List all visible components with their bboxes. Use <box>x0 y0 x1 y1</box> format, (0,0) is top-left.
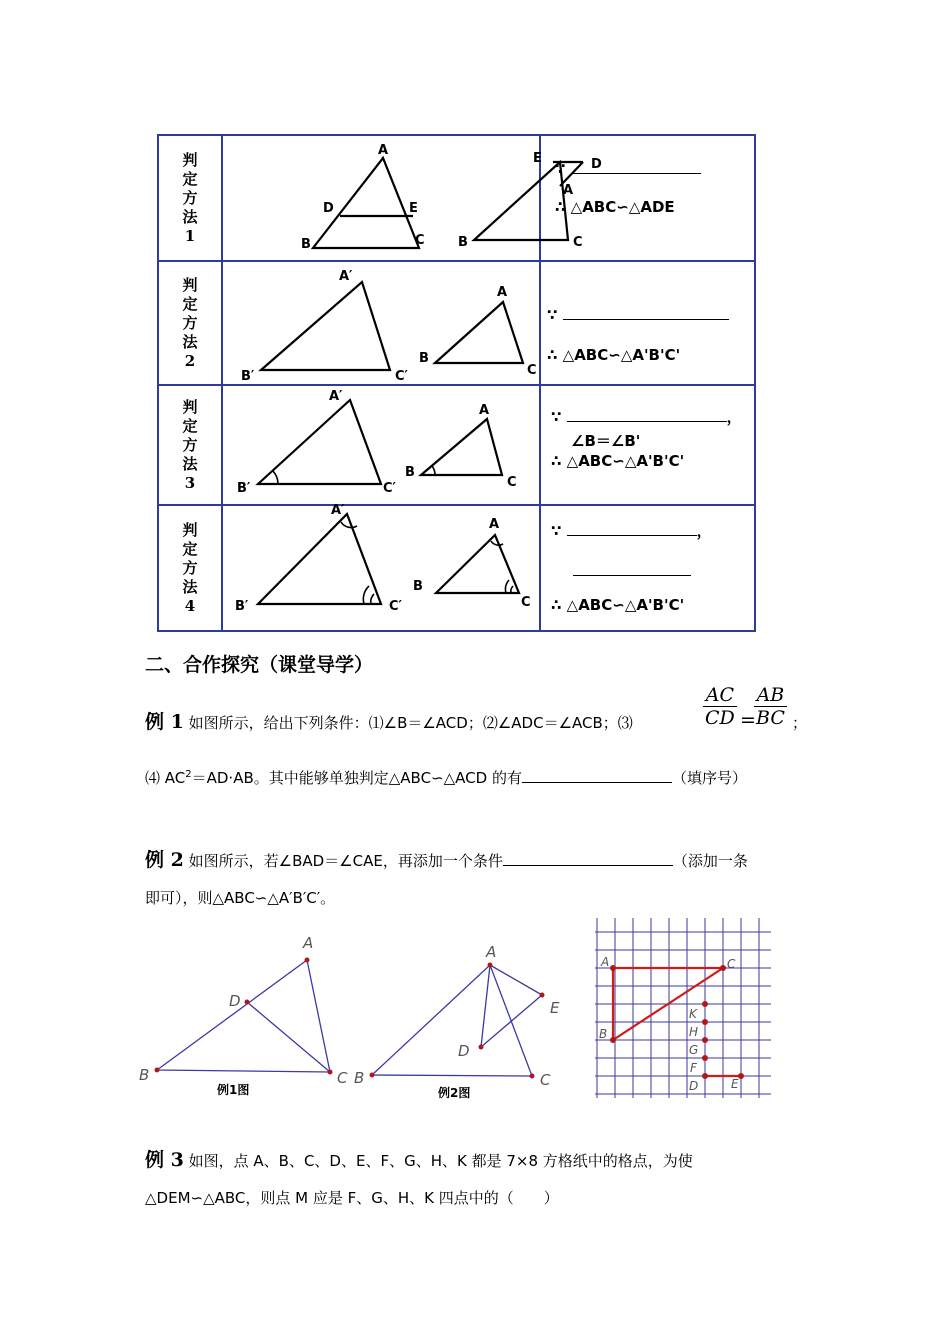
method4-figure <box>223 503 541 630</box>
method-reason-cell <box>540 261 755 385</box>
ex1-hint: （填序号） <box>671 769 747 787</box>
vertex-label: C <box>573 235 583 250</box>
vertex-label: C <box>337 1069 348 1087</box>
method-figure-cell <box>222 261 540 385</box>
vertex-label: B <box>354 1069 365 1087</box>
method-label: 判 定 方 法 4 <box>182 520 198 615</box>
section-title: 二、合作探究（课堂导学） <box>145 654 374 676</box>
grid-label: K <box>689 1007 697 1021</box>
grid-label: E <box>731 1077 739 1091</box>
reason-conclusion: ∴ △ABC∽△A'B'C' <box>547 346 681 364</box>
reason-because: ∵ <box>555 160 701 178</box>
reason-blank-2 <box>573 562 691 580</box>
vertex-label: B <box>301 237 311 252</box>
vertex-label: C <box>521 595 531 610</box>
fraction-ac-cd <box>703 684 737 729</box>
method-label-cell <box>158 385 222 505</box>
example1-figure <box>135 930 360 1100</box>
vertex-label: C′ <box>395 369 408 384</box>
grid-figure <box>595 918 775 1100</box>
vertex-label: D <box>323 201 334 216</box>
ex1-question: ＝AD·AB。其中能够单独判定△ABC∽△ACD 的有 <box>191 769 522 787</box>
method-label: 判 定 方 法 3 <box>182 397 198 492</box>
vertex-label: A′ <box>331 503 345 518</box>
reason-because: ∵ ， <box>551 408 742 426</box>
vertex-label: E <box>550 999 560 1017</box>
method3-figure <box>223 386 541 504</box>
frac-den: BC <box>756 707 785 729</box>
example2-text: 如图所示，若∠BAD＝∠CAE，再添加一个条件 <box>188 852 503 870</box>
grid-label: H <box>689 1025 699 1039</box>
vertex-label: D <box>591 157 602 172</box>
vertex-label: B <box>419 351 429 366</box>
ex1-sup: 2 <box>185 769 192 780</box>
method-label: 判 定 方 法 1 <box>182 150 198 245</box>
vertex-label: D <box>229 992 241 1010</box>
method-reason-cell <box>540 385 755 505</box>
vertex-label: C′ <box>383 481 396 496</box>
example1-line2 <box>145 765 747 788</box>
method-reason-cell <box>540 135 755 261</box>
vertex-label: A <box>378 143 389 158</box>
table-row <box>158 135 755 261</box>
method-label-cell <box>158 261 222 385</box>
table-row <box>158 505 755 631</box>
example1-line1 <box>145 712 633 733</box>
method1-figure <box>223 136 602 260</box>
example1-text: 如图所示，给出下列条件：⑴∠B＝∠ACD；⑵∠ADC＝∠ACB；⑶ <box>188 714 633 732</box>
vertex-label: A′ <box>329 389 343 404</box>
reason-because: ∵ ， <box>551 522 712 540</box>
example3-label: 例 3 <box>145 1149 184 1171</box>
example2-text-b: （添加一条 <box>672 852 748 870</box>
vertex-label: E <box>533 151 542 166</box>
grid-label: F <box>690 1061 697 1075</box>
vertex-label: A <box>479 403 490 418</box>
reason-angle: ∠B＝∠B' <box>571 432 641 450</box>
method-figure-cell <box>222 385 540 505</box>
method-figure-cell <box>222 135 602 261</box>
example3-text: 如图，点 A、B、C、D、E、F、G、H、K 都是 7×8 方格纸中的格点，为使 <box>188 1152 693 1170</box>
reason-conclusion: ∴ △ABC∽△A'B'C' <box>551 452 685 470</box>
frac-num: AC <box>703 684 737 707</box>
grid-label: G <box>689 1043 699 1057</box>
vertex-label: E <box>409 201 418 216</box>
equals-sign: = <box>740 709 756 731</box>
example1-label: 例 1 <box>145 711 184 733</box>
method-reason-cell <box>540 505 755 631</box>
vertex-label: B <box>405 465 415 480</box>
reason-because: ∵ <box>547 306 729 324</box>
reason-conclusion: ∴ △ABC∽△A'B'C' <box>551 596 685 614</box>
vertex-label: C′ <box>389 599 402 614</box>
example2-line1 <box>145 850 748 871</box>
vertex-label: A <box>489 517 500 532</box>
method-label-cell <box>158 135 222 261</box>
vertex-label: A <box>303 934 314 952</box>
vertex-label: C <box>415 233 425 248</box>
figure-caption: 例2图 <box>438 1086 471 1100</box>
vertex-label: B <box>413 579 423 594</box>
example3-line1 <box>145 1150 693 1171</box>
method-label: 判 定 方 法 2 <box>182 275 198 370</box>
judgment-methods-table <box>157 134 756 632</box>
vertex-label: C <box>540 1071 551 1089</box>
fraction-ab-bc <box>754 684 787 729</box>
vertex-label: B′ <box>235 599 249 614</box>
vertex-label: B′ <box>241 369 255 384</box>
grid-label: D <box>689 1079 699 1093</box>
example2-figure <box>350 935 575 1100</box>
frac-num: AB <box>754 684 787 707</box>
method2-figure <box>223 262 541 384</box>
example3-line2: △DEM∽△ABC，则点 M 应是 F、G、H、K 四点中的（ ） <box>145 1189 559 1207</box>
grid-label: B <box>599 1027 608 1041</box>
vertex-label: C <box>507 475 517 490</box>
figure-caption: 例1图 <box>217 1083 250 1097</box>
answer-blank <box>522 781 672 783</box>
vertex-label: D <box>458 1042 470 1060</box>
example2-label: 例 2 <box>145 849 184 871</box>
example2-line2: 即可），则△ABC∽△A′B′C′。 <box>145 889 336 907</box>
vertex-label: B <box>139 1066 150 1084</box>
method-label-cell <box>158 505 222 631</box>
frac-den: CD <box>705 707 735 729</box>
table-row <box>158 261 755 385</box>
vertex-label: B <box>458 235 468 250</box>
vertex-label: A <box>497 285 508 300</box>
vertex-label: A <box>486 943 497 961</box>
table-row <box>158 385 755 505</box>
vertex-label: B′ <box>237 481 251 496</box>
grid-label: C <box>727 957 736 971</box>
reason-conclusion: ∴ △ABC∽△ADE <box>555 198 675 216</box>
vertex-label: C <box>527 363 537 378</box>
grid-label: A <box>601 955 610 969</box>
method-figure-cell <box>222 505 540 631</box>
answer-blank <box>503 864 673 866</box>
example1-semicolon: ； <box>792 714 808 732</box>
ex1-cond4: ⑷ AC <box>145 769 186 787</box>
vertex-label: A′ <box>339 269 353 284</box>
vertex-label: A <box>563 183 574 198</box>
